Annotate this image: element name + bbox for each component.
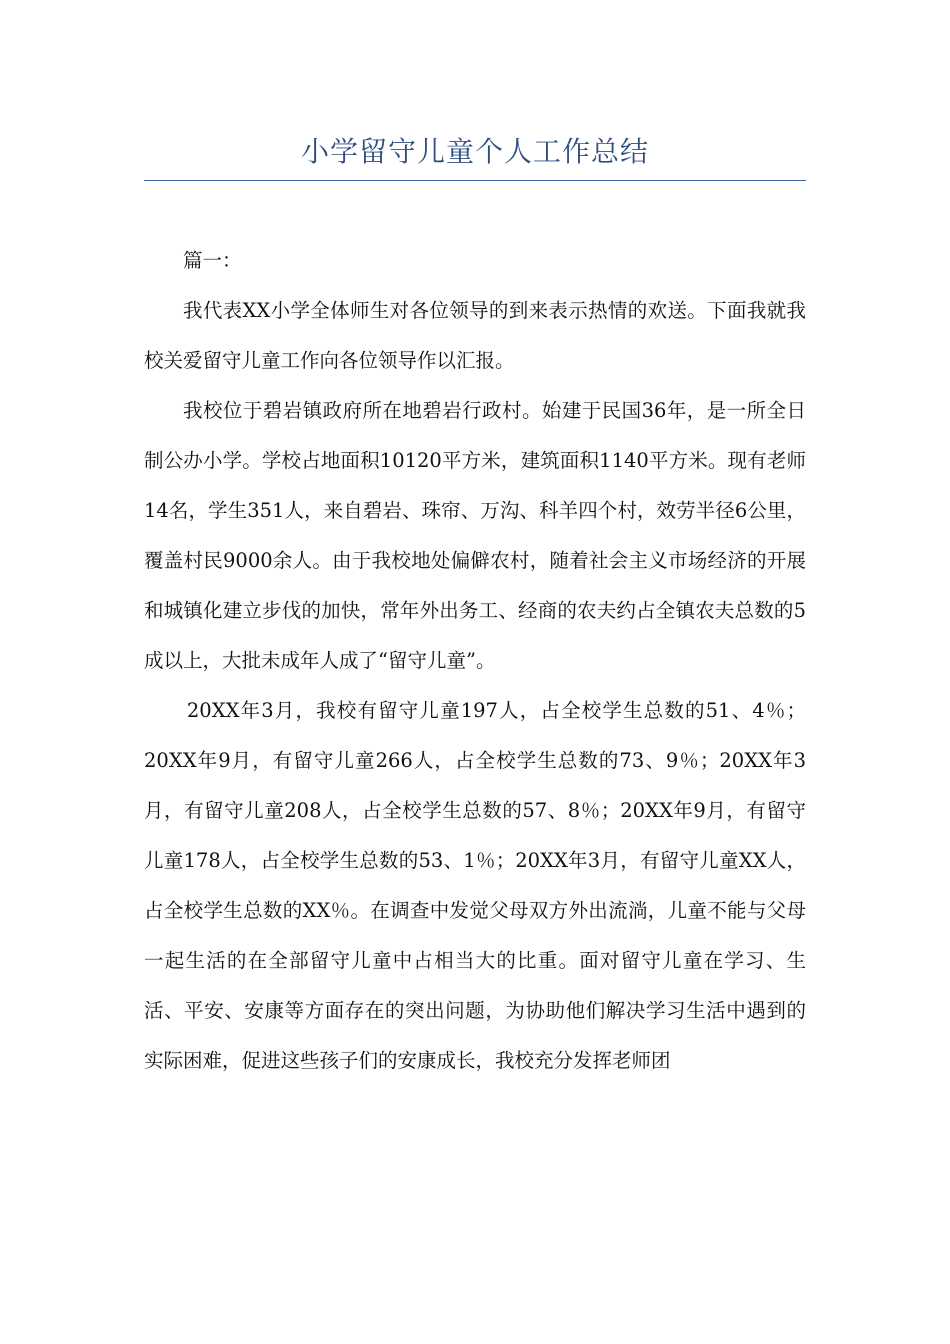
paragraph-statistics: 20XX年3月，我校有留守儿童197人，占全校学生总数的51、4％；20XX年9月，有留守儿童266人，占全校学生总数的73、9％；20XX年3月，有留守儿童208人，占全校学生总数的57、8％；20XX年9月，有留守儿童178人，占全校学生总数的53、1％；20XX年3月，有留守儿童XX人，占全校学生总数的XX％。在调查中发觉父母双方外出流淌，儿童不能与父母一起生活的在全部留守儿童中占相当大的比重。面对留守儿童在学习、生活、平安、安康等方面存在的突出问题，为协助他们解决学习生活中遇到的实际困难，促进这些孩子们的安康成长，我校充分发挥老师团 <box>144 699 806 1072</box>
title-underline <box>144 180 806 181</box>
document-title: 小学留守儿童个人工作总结 <box>300 135 649 168</box>
section-heading: 篇一： <box>183 249 242 272</box>
document-body <box>144 236 806 1086</box>
paragraph-welcome: 我代表XX小学全体师生对各位领导的到来表示热情的欢送。下面我就我校关爱留守儿童工作向各位领导作以汇报。 <box>144 299 806 372</box>
paragraph-school-intro: 我校位于碧岩镇政府所在地碧岩行政村。始建于民国36年，是一所全日制公办小学。学校占地面积10120平方米，建筑面积1140平方米。现有老师14名，学生351人，来自碧岩、珠帘、万沟、科羊四个村，效劳半径6公里，覆盖村民9000余人。由于我校地处偏僻农村，随着社会主义市场经济的开展和城镇化建立步伐的加快，常年外出务工、经商的农夫约占全镇农夫总数的5成以上，大批未成年人成了“留守儿童”。 <box>144 399 806 672</box>
